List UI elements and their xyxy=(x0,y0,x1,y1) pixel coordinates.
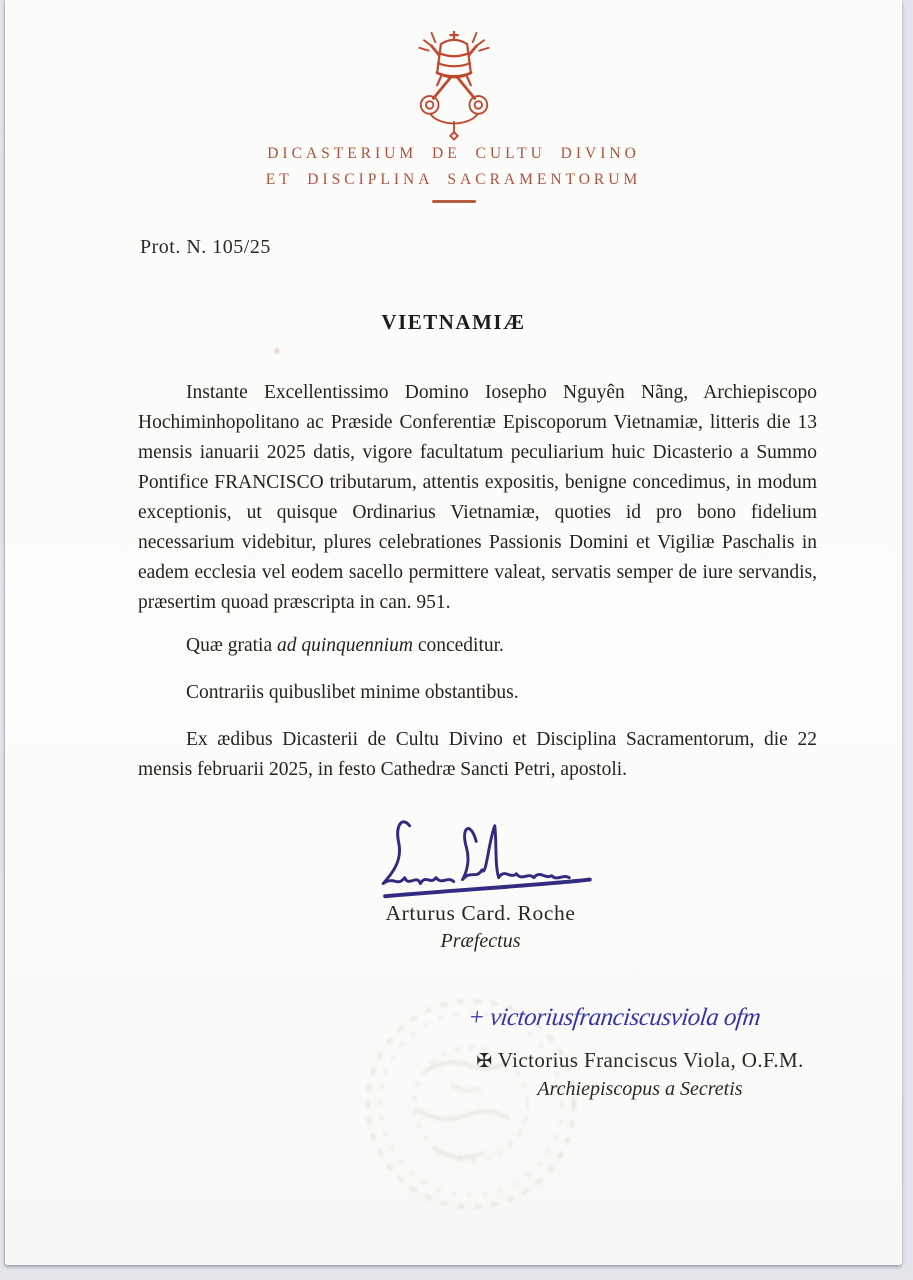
papal-crest-icon xyxy=(398,30,510,148)
paper-speck xyxy=(273,347,281,355)
viola-handwritten-signature: + victoriusfranciscusviola ofm xyxy=(466,1004,762,1031)
secretary-signature-block xyxy=(455,1048,825,1101)
body-paragraph-2 xyxy=(138,631,817,661)
protocol-number: Prot. N. 105/25 xyxy=(140,236,271,258)
prefect-title: Præfectus xyxy=(440,930,521,952)
paragraph-2-italic: ad quinquennium xyxy=(276,635,413,656)
letterhead-line-1: DICASTERIUM DE CULTU DIVINO xyxy=(267,145,640,162)
body-paragraph-4: Ex ædibus Dicasterii de Cultu Divino et Disciplina Sacramentorum, die 22 mensis februarii 2025, in festo Cathedræ Sancti Petri, apostoli. xyxy=(138,729,817,780)
letterhead xyxy=(5,141,902,203)
letterhead-rule xyxy=(432,200,476,203)
paragraph-2-prefix: Quæ gratia xyxy=(186,635,277,656)
document-page xyxy=(5,0,902,1265)
letterhead-line-2: ET DISCIPLINA SACRAMENTORUM xyxy=(265,171,642,188)
prefect-signature-block xyxy=(323,901,638,953)
maltese-cross-icon: ✠ xyxy=(476,1050,493,1072)
secretary-title: Archiepiscopus a Secretis xyxy=(537,1078,743,1100)
document-title: VIETNAMIÆ xyxy=(381,310,526,334)
secretary-name xyxy=(455,1048,825,1073)
roche-signature-ink xyxy=(371,814,599,908)
body-paragraph-3: Contrariis quibuslibet minime obstantibus. xyxy=(186,682,519,703)
body-paragraph-1: Instante Excellentissimo Domino Iosepho Nguyên Nãng, Archiepiscopo Hochiminhopolitano ac Præside Conferentiæ Episcoporum Vietnamiæ, litteris die 13 mensis ianuarii 2025 datis, vigore facultatum peculiarium huic Dicasterio a Summo Pontifice FRANCISCO tributarum, attentis expositis, benigne concedimus, in modum exceptionis, ut quisque Ordinarius Vietnamiæ, quoties id pro bono fidelium necessarium videbitur, plures celebrationes Passionis Domini et Vigiliæ Paschalis in eadem ecclesia vel eodem sacello permittere valeat, servatis semper de iure servandis, præsertim quoad præscripta in can. 951. xyxy=(138,382,817,613)
secretary-name-text: Victorius Franciscus Viola, O.F.M. xyxy=(497,1048,804,1072)
paragraph-2-suffix: conceditur. xyxy=(412,635,504,656)
prefect-name: Arturus Card. Roche xyxy=(385,901,576,925)
